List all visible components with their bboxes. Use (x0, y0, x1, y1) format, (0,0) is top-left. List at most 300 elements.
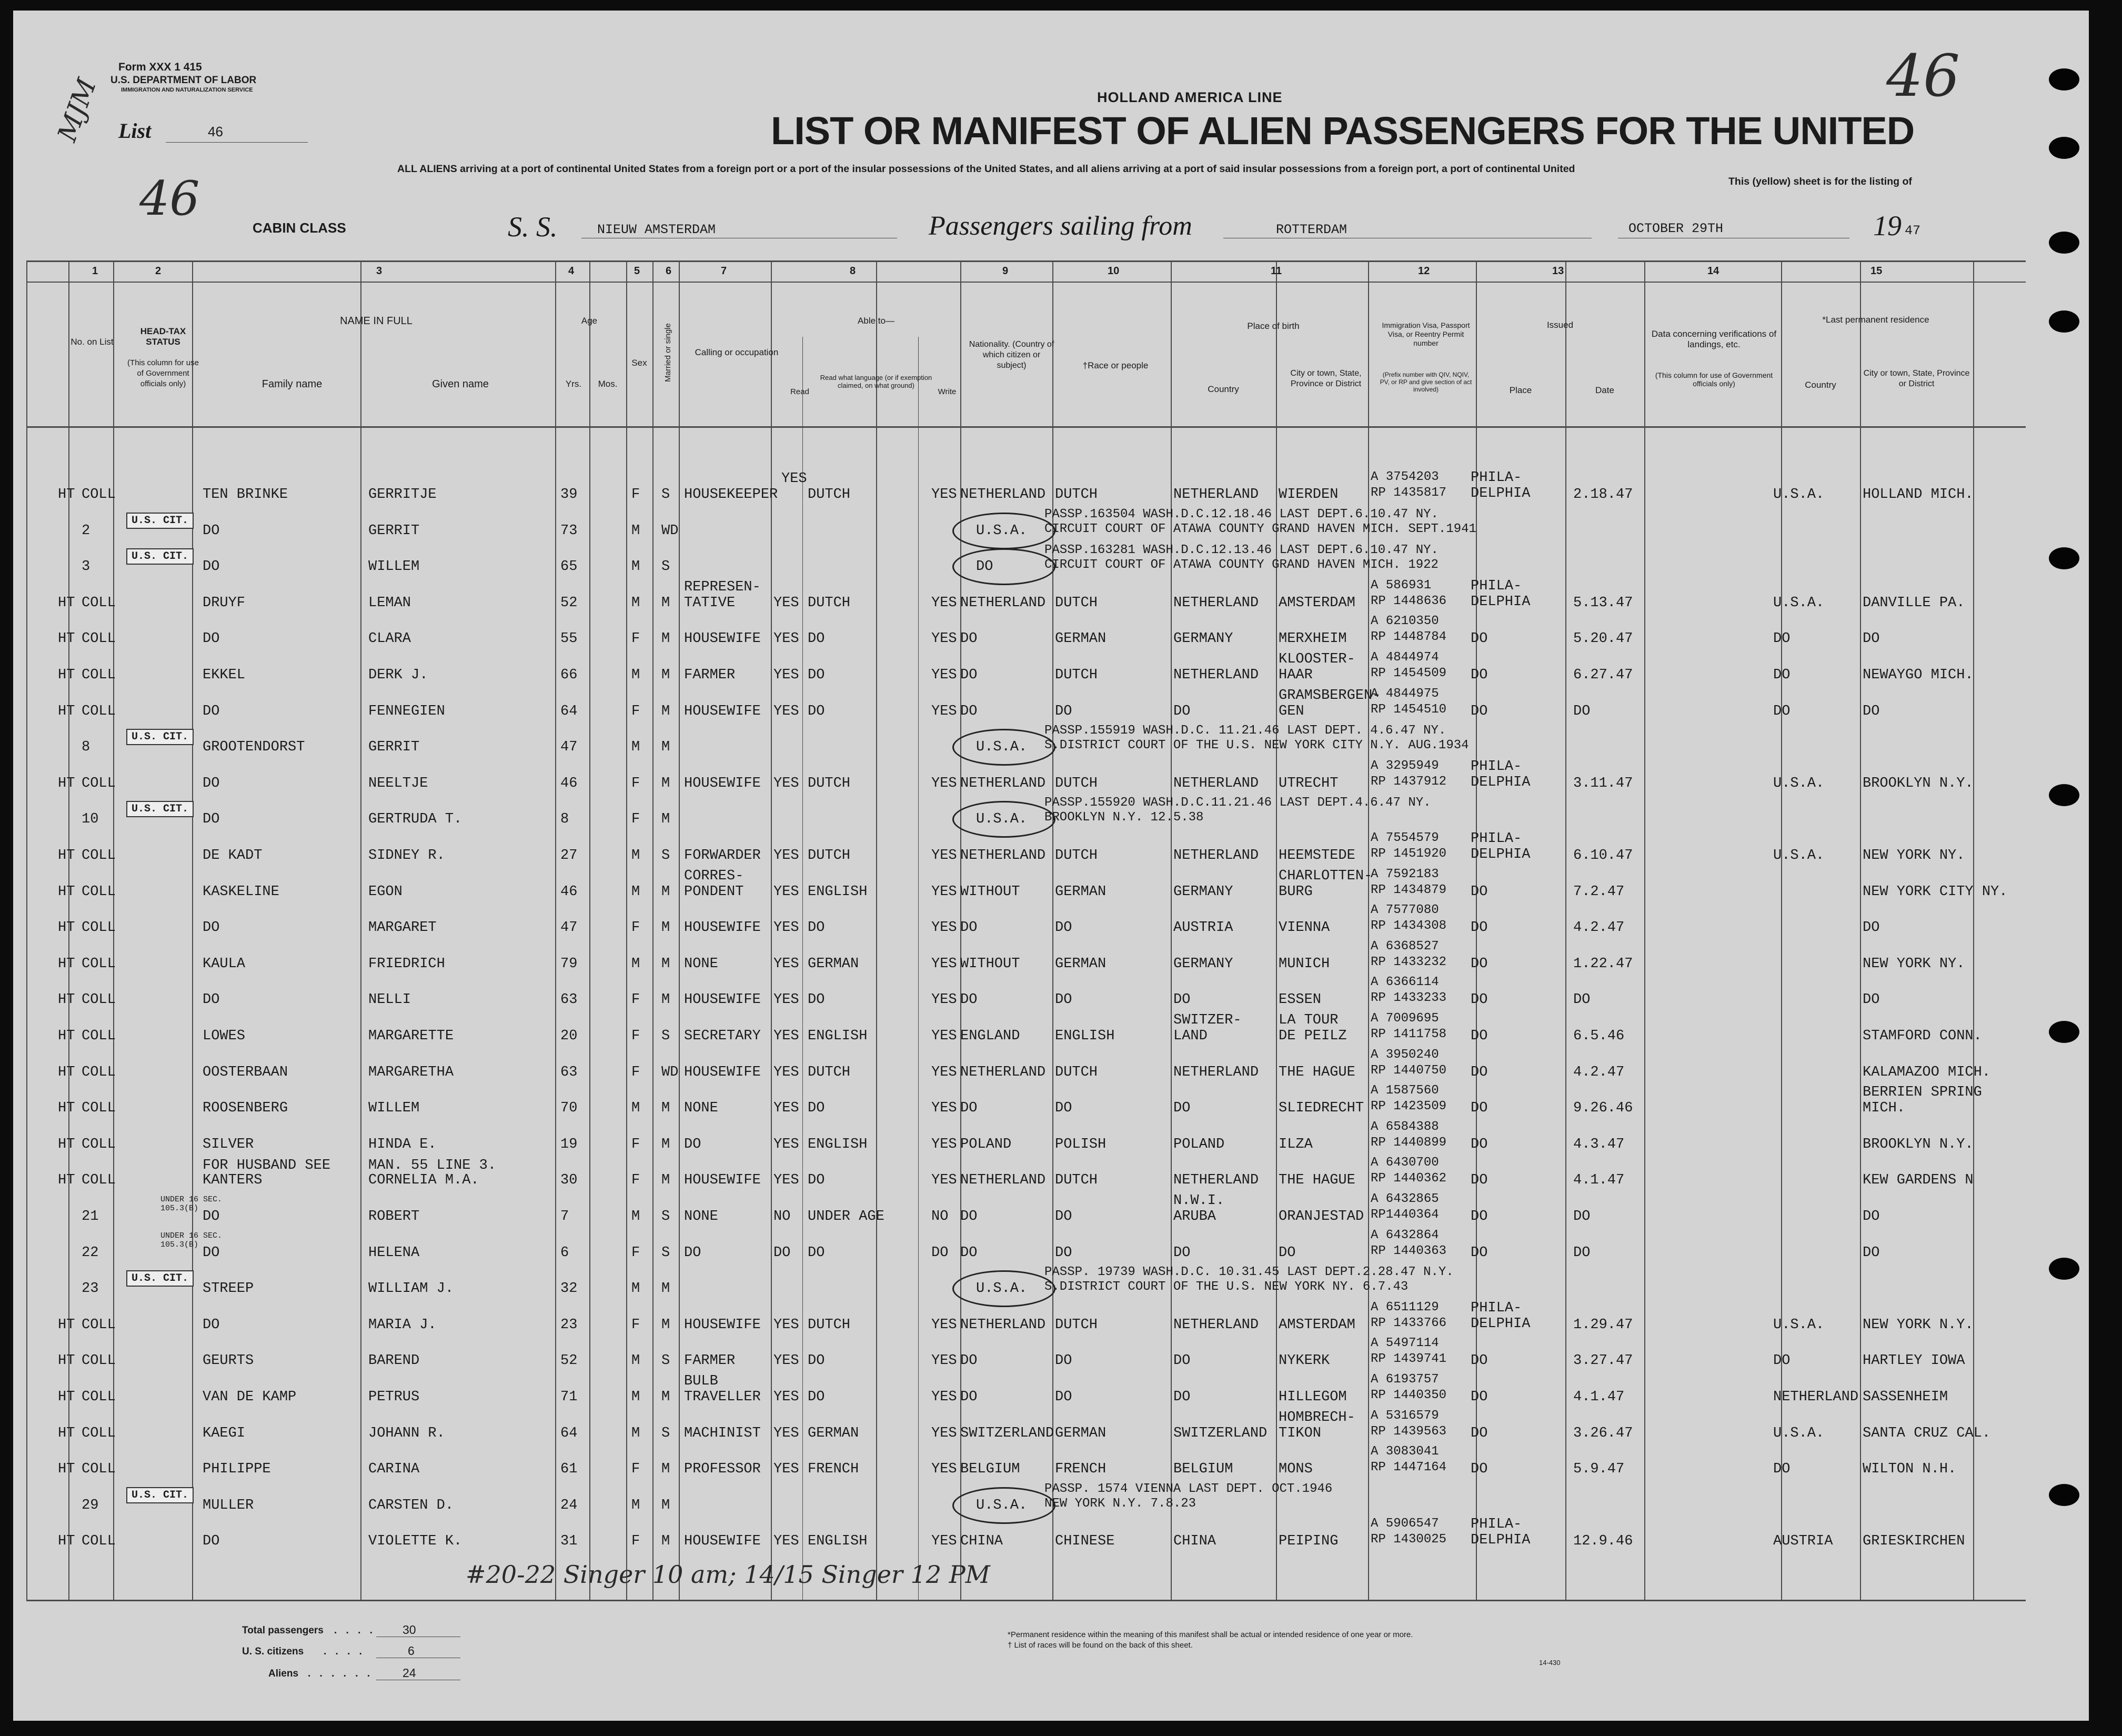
res-c-cell: U.S.A. (1773, 848, 1825, 864)
given-top-cell: MAN. 55 LINE 3. (368, 1158, 497, 1174)
ms-cell: M (661, 811, 670, 828)
city-cell: ORANJESTAD (1279, 1209, 1364, 1225)
date-cell: 3.27.47 (1573, 1353, 1633, 1369)
given-cell: SIDNEY R. (368, 848, 445, 864)
visa-cell: A 3083041 (1371, 1444, 1439, 1459)
lang-cell: DUTCH (808, 1317, 851, 1333)
no-cell: COLL (82, 1028, 116, 1044)
read-cell: YES (773, 1461, 799, 1478)
race-cell: DUTCH (1055, 775, 1098, 791)
family-cell: STREEP (203, 1281, 254, 1297)
col-place-of-birth: Place of birth (1247, 321, 1300, 331)
nat-cell: DO (960, 667, 978, 683)
lang-cell: DUTCH (808, 1064, 851, 1080)
given-cell: PETRUS (368, 1389, 420, 1405)
nationality-circle (952, 801, 1055, 838)
age-cell: 52 (560, 1353, 578, 1369)
age-cell: 32 (560, 1281, 578, 1297)
res-city-cell: DANVILLE PA. (1863, 595, 1965, 611)
read-cell: YES (773, 920, 799, 936)
tax-cell: HT (58, 1028, 75, 1044)
visa-cell: A 6193757 (1371, 1372, 1439, 1387)
tax-cell: HT (58, 595, 75, 611)
city-cell: GEN (1279, 703, 1304, 719)
ms-cell: S (661, 1353, 670, 1369)
lang-cell: DUTCH (808, 487, 851, 503)
visa-cell: A 3754203 (1371, 470, 1439, 484)
table-row (13, 1228, 2065, 1269)
sex-cell: F (631, 775, 640, 791)
city-top-cell: GRAMSBERGEN- (1279, 687, 1381, 704)
race-cell: DUTCH (1055, 1317, 1098, 1333)
race-cell: DO (1055, 1209, 1072, 1225)
place-cell: DO (1471, 1389, 1488, 1405)
sex-cell: M (631, 1353, 640, 1369)
country-cell: ARUBA (1173, 1209, 1216, 1225)
sex-cell: F (631, 1064, 640, 1080)
city-top-cell: HOMBRECH- (1279, 1409, 1355, 1426)
table-row (13, 939, 2065, 980)
ms-cell: M (661, 631, 670, 647)
write-cell: YES (931, 1136, 957, 1152)
col-issued-date: Date (1595, 385, 1614, 395)
column-number: 12 (1418, 265, 1430, 277)
occ-cell: PROFESSOR (684, 1461, 761, 1478)
us-citizen-stamp: U.S. CIT. (126, 801, 194, 817)
manifest-subtitle: ALL ALIENS arriving at a port of continental United States from a foreign port or a port of the insular possessions of the United States, and all aliens arriving at a port of said insular possessions from a foreign port, a port of continental United (397, 163, 1575, 175)
no-cell: COLL (82, 1100, 116, 1117)
date-cell: 1.29.47 (1573, 1317, 1633, 1333)
read-cell: YES (773, 595, 799, 611)
family-cell: KASKELINE (203, 884, 279, 900)
city-cell: BURG (1279, 884, 1313, 900)
city-cell: THE HAGUE (1279, 1172, 1355, 1189)
given-cell: LEMAN (368, 595, 411, 611)
family-cell: DO (203, 992, 220, 1008)
sex-cell: M (631, 1389, 640, 1405)
write-cell: YES (931, 631, 957, 647)
nat-cell: U.S.A. (976, 811, 1028, 828)
age-cell: 55 (560, 631, 578, 647)
ms-cell: M (661, 920, 670, 936)
no-cell: COLL (82, 1461, 116, 1478)
lang-cell: DUTCH (808, 595, 851, 611)
age-cell: 73 (560, 523, 578, 539)
sex-cell: F (631, 1172, 640, 1189)
nat-cell: POLAND (960, 1136, 1012, 1152)
list-underline (166, 142, 308, 143)
us-citizen-stamp: U.S. CIT. (126, 1270, 194, 1287)
ms-cell: S (661, 1245, 670, 1261)
family-cell: SILVER (203, 1136, 254, 1152)
occ-cell: DO (684, 1245, 701, 1261)
sex-cell: M (631, 559, 640, 575)
visa-cell: A 5316579 (1371, 1408, 1439, 1423)
line-name: HOLLAND AMERICA LINE (1097, 89, 1283, 105)
col-sex: Sex (631, 358, 647, 368)
res-city-cell: NEW YORK NY. (1863, 956, 1965, 972)
note2-cell: NEW YORK N.Y. 7.8.23 (1044, 1496, 1196, 1511)
date-cell: 4.2.47 (1573, 1064, 1625, 1080)
date-cell: 9.26.46 (1573, 1100, 1633, 1117)
sex-cell: F (631, 1317, 640, 1333)
column-number: 10 (1108, 265, 1120, 277)
visa-cell: A 4844975 (1371, 686, 1439, 701)
date-cell: 3.11.47 (1573, 775, 1633, 791)
initials-hand: MJM (52, 74, 103, 146)
place-cell: DO (1471, 667, 1488, 683)
read-cell: YES (773, 703, 799, 719)
list-number: 46 (208, 124, 223, 139)
date-cell: 6.5.46 (1573, 1028, 1625, 1044)
visa2-cell: RP1440364 (1371, 1208, 1439, 1222)
list-label: List (118, 119, 152, 143)
read-cell: NO (773, 1209, 791, 1225)
occ-cell: NONE (684, 1209, 718, 1225)
occ-cell: HOUSEWIFE (684, 703, 761, 719)
ms-cell: S (661, 1425, 670, 1441)
country-cell: CHINA (1173, 1533, 1216, 1550)
res-city-cell: BROOKLYN N.Y. (1863, 1136, 1974, 1152)
age-cell: 39 (560, 487, 578, 503)
write-cell: YES (931, 595, 957, 611)
col-head-tax-note: (This column for use of Government officials only) (127, 358, 199, 388)
visa-cell: A 3950240 (1371, 1047, 1439, 1062)
sex-cell: M (631, 884, 640, 900)
place-cell: PHILA- (1471, 578, 1522, 594)
manifest-page: Form XXX 1 415 U.S. DEPARTMENT OF LABOR IMMIGRATION AND NATURALIZATION SERVICE List 46 46 MJM 46 HOLLAND AMERICA LINE LIST OR MANIFEST OF ALIEN PASSENGERS FOR THE UNITED ALL ALIENS arriving at a port of continental United States from a foreign port or a port of the insular possessions of the United States, and all aliens arriving at a port of said insular possessions from a foreign port, a port of continental United This (yellow) sheet is for the listing of CABIN CLASS S. S. NIEUW AMSTERDAM Passengers sailing from ROTTERDAM OCTOBER 29TH 19 47 1 2 3 4 5 6 7 8 9 10 11 12 13 14 15 No. on List HEAD-TAX STATUS (This column for use of Government officials only) NAME IN FULL Family name Given name Age Yrs. Mos. Sex Married or single Calling or occupation Able to— Read Read what language (or if exemption claimed, on what ground) Write Nationality. (Country of which citizen or subject) †Race or people Place of birth Country City or town, State, Province or District Immigration Visa, Passport Visa, or Reentry Permit number (Prefix number with QIV, NQIV, PV, or RP and give section of act involved) Issued Place Date Data concerning verifications of landings, etc. (This column for use of Government officials only) *Last permanent residence Country City or town, State, Province or District HT COLL TEN BRINKE GERRITJE 39 F S HOUSEKEEPER YES DUTCH YES NETHERLAND DUTCH NETHERLAND WIERDEN A 3754203 RP 1435817 PHILA- DELPHIA 2.18.47 U.S.A. HOLLAND MICH. 2 DO GERRIT 73 M WD U.S.A. PASSP.163504 WASH.D.C.12.18.46 LAST DEPT.6.10.47 NY. CIRCUIT COURT OF ATAWA COUNTY GRAND HAVEN MICH. SEPT.1941 U.S. CIT. 3 DO WILLEM 65 M S DO PASSP.163281 WASH.D.C.12.13.46 LAST DEPT.6.10.47 NY. CIRCUIT COURT OF ATAWA COUNTY GRAND HAVEN MICH. 1922 U.S. CIT. HT COLL DRUYF LEMAN 52 M M TATIVE REPRESEN- YES DUTCH YES NETHERLAND DUTCH NETHERLAND AMSTERDAM A 586931 RP 1448636 PHILA- DELPHIA 5.13.47 U.S.A. DANVILLE PA. HT COLL DO CLARA 55 F M HOUSEWIFE YES DO YES DO GERMAN GERMANY MERXHEIM A 6210350 RP 1448784 DO 5.20.47 DO DO HT COLL EKKEL DERK J. 66 M M FARMER YES DO YES DO DUTCH NETHERLAND HAAR KLOOSTER- A 4844974 RP 1454509 DO 6.27.47 DO NEWAYGO MICH. HT COLL DO FENNEGIEN 64 F M HOUSEWIFE YES DO YES DO DO DO GEN GRAMSBERGEN- A 4844975 RP 1454510 DO DO DO DO 8 GROOTENDORST GERRIT 47 M M U.S.A. PASSP.155919 WASH.D.C. 11.21.46 LAST DEPT. 4.6.47 NY. S.DISTRICT COURT OF THE U.S. NEW YORK CITY N.Y. AUG.1934 U.S. CIT. HT COLL DO NEELTJE 46 F M HOUSEWIFE YES DUTCH YES NETHERLAND DUTCH NETHERLAND UTRECHT A 3295949 RP 1437912 PHILA- DELPHIA 3.11.47 U.S.A. BROOKLYN N.Y. 10 DO GERTRUDA T. 8 F M U.S.A. PASSP.155920 WASH.D.C.11.21.46 LAST DEPT.4.6.47 NY. BROOKLYN N.Y. 12.5.38 U.S. CIT. HT COLL DE KADT SIDNEY R. 27 M S FORWARDER YES DUTCH YES NETHERLAND DUTCH NETHERLAND HEEMSTEDE A 7554579 RP 1451920 PHILA- DELPHIA 6.10.47 U.S.A. NEW YORK NY. HT COLL KASKELINE EGON 46 M M PONDENT CORRES- YES ENGLISH YES WITHOUT GERMAN GERMANY BURG CHARLOTTEN- A 7592183 RP 1434879 DO 7.2.47 NEW YORK CITY NY. HT COLL DO MARGARET 47 F M HOUSEWIFE YES DO YES DO DO AUSTRIA VIENNA A 7577080 RP 1434308 DO 4.2.47 DO HT COLL KAULA FRIEDRICH 79 M M NONE YES GERMAN YES WITHOUT GERMAN GERMANY MUNICH A 6368527 RP 1433232 DO 1.22.47 NEW YORK NY. HT COLL DO NELLI 63 F M HOUSEWIFE YES DO YES DO DO DO ESSEN A 6366114 RP 1433233 DO DO DO HT COLL LOWES MARGARETTE 20 F S SECRETARY YES ENGLISH YES ENGLAND ENGLISH LAND SWITZER- DE PEILZ LA TOUR A 7009695 RP 1411758 DO 6.5.46 STAMFORD CONN. HT COLL OOSTERBAAN MARGARETHA 63 F WD HOUSEWIFE YES DUTCH YES NETHERLAND DUTCH NETHERLAND THE HAGUE A 3950240 RP 1440750 DO 4.2.47 KALAMAZOO MICH. HT COLL ROOSENBERG WILLEM 70 M M NONE YES DO YES DO DO DO SLIEDRECHT A 1587560 RP 1423509 DO 9.26.46 MICH. BERRIEN SPRING HT COLL SILVER HINDA E. 19 F M DO YES ENGLISH YES POLAND POLISH POLAND ILZA A 6584388 RP 1440899 DO 4.3.47 BROOKLYN N.Y. HT COLL KANTERS FOR HUSBAND SEE CORNELIA M.A. MAN. 55 LINE 3. 30 F M HOUSEWIFE YES DO YES NETHERLAND DUTCH NETHERLAND THE HAGUE A 6430700 RP 1440362 DO 4.1.47 KEW GARDENS N 21 DO ROBERT 7 M S NONE NO UNDER AGE NO DO DO ARUBA N.W.I. ORANJESTAD A 6432865 RP1440364 DO DO DO UNDER 16 SEC. 105.3(B) 22 DO HELENA 6 F S DO DO DO DO DO DO DO DO A 6432864 RP 1440363 DO DO DO UNDER 16 SEC. 105.3(B) 23 STREEP WILLIAM J. 32 M M U.S.A. PASSP. 19739 WASH.D.C. 10.31.45 LAST DEPT.2.28.47 N.Y. S.DISTRICT COURT OF THE U.S. NEW YORK NY. 6.7.43 U.S. CIT. HT COLL DO MARIA J. 23 F M HOUSEWIFE YES DUTCH YES NETHERLAND DUTCH NETHERLAND AMSTERDAM A 6511129 RP 1433766 PHILA- DELPHIA 1.29.47 U.S.A. NEW YORK N.Y. HT COLL GEURTS BAREND 52 M S FARMER YES DO YES DO DO DO NYKERK A 5497114 RP 1439741 DO 3.27.47 DO HARTLEY IOWA HT COLL VAN DE KAMP PETRUS 71 M M TRAVELLER BULB YES DO YES DO DO DO HILLEGOM A 6193757 RP 1440350 DO 4.1.47 NETHERLAND SASSENHEIM HT COLL KAEGI JOHANN R. 64 M S MACHINIST YES GERMAN YES SWITZERLAND GERMAN SWITZERLAND TIKON HOMBRECH- A 5316579 RP 1439563 DO 3.26.47 U.S.A. SANTA CRUZ CAL. HT COLL PHILIPPE CARINA 61 F M PROFESSOR YES FRENCH YES BELGIUM FRENCH BELGIUM MONS A 3083041 RP 1447164 DO 5.9.47 DO WILTON N.H. 29 MULLER CARSTEN D. 24 M M U.S.A. PASSP. 1574 VIENNA LAST DEPT. OCT.1946 NEW YORK N.Y. 7.8.23 U.S. CIT. HT COLL DO VIOLETTE K. 31 F M HOUSEWIFE YES ENGLISH YES CHINA CHINESE CHINA PEIPING A 5906547 RP 1430025 PHILA- DELPHIA 12.9.46 AUSTRIA GRIESKIRCHEN #20-22 Singer 10 am; 14/15 Singer 12 PM Total passengers . . . . 30 U. S. citizens . . . . 6 Aliens . . . . . . 24 *Permanent residence within the meaning of this manifest shall be actual or intended residence of one year or more. † List of races will be found on the back of this sheet. 14-430 (13, 11, 2089, 1721)
res-city-cell: DO (1863, 703, 1880, 719)
family-cell: DO (203, 1245, 220, 1261)
visa2-cell: RP 1448636 (1371, 594, 1447, 608)
us-citizen-stamp: U.S. CIT. (126, 729, 194, 745)
city-cell: HAAR (1279, 667, 1313, 683)
res-city-cell: HOLLAND MICH. (1863, 487, 1974, 503)
age-cell: 71 (560, 1389, 578, 1405)
footnote-residence: *Permanent residence within the meaning of this manifest shall be actual or intended residence of one year or more. (1008, 1630, 1413, 1639)
country-cell: SWITZERLAND (1173, 1425, 1268, 1441)
occ-cell: FORWARDER (684, 848, 761, 864)
lang-cell: DO (808, 1100, 825, 1117)
city-cell: AMSTERDAM (1279, 1317, 1355, 1333)
visa2-cell: RP 1433232 (1371, 955, 1447, 969)
service: IMMIGRATION AND NATURALIZATION SERVICE (121, 87, 253, 93)
read-cell: YES (773, 1317, 799, 1333)
table-row (13, 1481, 2065, 1522)
nat-cell: DO (960, 631, 978, 647)
visa2-cell: RP 1434879 (1371, 882, 1447, 897)
given-cell: CARINA (368, 1461, 420, 1478)
visa2-cell: RP 1433766 (1371, 1316, 1447, 1330)
col-res-country: Country (1805, 380, 1836, 390)
city-cell: DE PEILZ (1279, 1028, 1347, 1044)
occ-cell: PONDENT (684, 884, 744, 900)
table-row (13, 1192, 2065, 1233)
tax-cell: HT (58, 775, 75, 791)
tax-cell: HT (58, 631, 75, 647)
read-cell: DO (773, 1245, 791, 1261)
no-cell: COLL (82, 1533, 116, 1550)
column-number: 2 (155, 265, 162, 277)
col-family-name: Family name (262, 378, 323, 390)
country-cell: NETHERLAND (1173, 667, 1259, 683)
column-number: 14 (1707, 265, 1719, 277)
read-cell: YES (773, 631, 799, 647)
ms-cell: M (661, 1389, 670, 1405)
place-cell: PHILA- (1471, 1517, 1522, 1533)
col-issued: Issued (1546, 320, 1574, 330)
no-cell: COLL (82, 631, 116, 647)
nat-cell: BELGIUM (960, 1461, 1020, 1478)
ms-cell: M (661, 1281, 670, 1297)
family-cell: LOWES (203, 1028, 246, 1044)
us-citizen-stamp: U.S. CIT. (126, 548, 194, 565)
country-cell: GERMANY (1173, 956, 1233, 972)
res-city-cell: NEW YORK CITY NY. (1863, 884, 2008, 900)
write-cell: YES (931, 1533, 957, 1550)
no-cell: 21 (82, 1209, 99, 1225)
tax-cell: HT (58, 956, 75, 972)
table-row (13, 975, 2065, 1016)
age-cell: 7 (560, 1209, 569, 1225)
res-city-cell: NEW YORK N.Y. (1863, 1317, 1974, 1333)
res-city-cell: HARTLEY IOWA (1863, 1353, 1965, 1369)
age-cell: 30 (560, 1172, 578, 1189)
age-cell: 47 (560, 739, 578, 756)
nationality-circle (952, 513, 1055, 549)
country-cell: NETHERLAND (1173, 595, 1259, 611)
sex-cell: F (631, 920, 640, 936)
res-city-cell: KEW GARDENS N (1863, 1172, 1974, 1189)
nat-cell: DO (960, 703, 978, 719)
column-number: 3 (376, 265, 383, 277)
given-cell: GERTRUDA T. (368, 811, 462, 828)
visa-cell: A 6366114 (1371, 975, 1439, 990)
read-cell: YES (773, 884, 799, 900)
no-cell: COLL (82, 703, 116, 719)
ms-cell: M (661, 739, 670, 756)
aliens-value: 24 (403, 1666, 416, 1680)
no-cell: COLL (82, 848, 116, 864)
sex-cell: F (631, 1533, 640, 1550)
nat-cell: U.S.A. (976, 523, 1028, 539)
res-c-cell: DO (1773, 1461, 1791, 1478)
column-number: 6 (666, 265, 672, 277)
write-cell: YES (931, 1425, 957, 1441)
table-row (13, 1083, 2065, 1125)
no-cell: COLL (82, 1425, 116, 1441)
visa2-cell: RP 1447164 (1371, 1460, 1447, 1475)
ms-cell: M (661, 667, 670, 683)
sex-cell: F (631, 992, 640, 1008)
write-cell: YES (931, 487, 957, 503)
col-res-city: City or town, State, Province or District (1863, 369, 1970, 388)
visa-cell: A 4844974 (1371, 650, 1439, 665)
lang-cell: GERMAN (808, 1425, 859, 1441)
ms-cell: S (661, 1209, 670, 1225)
visa2-cell: RP 1434308 (1371, 919, 1447, 934)
write-cell: YES (931, 848, 957, 864)
date-cell: DO (1573, 703, 1591, 719)
port-name: ROTTERDAM (1276, 222, 1347, 237)
nat-cell: DO (960, 1100, 978, 1117)
family-cell: MULLER (203, 1497, 254, 1513)
given-cell: MARGARETHA (368, 1064, 454, 1080)
place-cell: DO (1471, 1136, 1488, 1152)
tax-cell: HT (58, 1425, 75, 1441)
table-top-rule (26, 260, 2026, 262)
col-head-tax: HEAD-TAX STATUS (140, 326, 186, 347)
header-bottom-rule (26, 426, 2026, 428)
table-row (13, 1444, 2065, 1486)
nat-cell: CHINA (960, 1533, 1003, 1550)
country-cell: NETHERLAND (1173, 775, 1259, 791)
write-cell: YES (931, 1353, 957, 1369)
write-cell: YES (931, 1389, 957, 1405)
res-c-cell: NETHERLAND (1773, 1389, 1859, 1405)
tax-cell: HT (58, 1172, 75, 1189)
tax-cell: HT (58, 487, 75, 503)
no-cell: COLL (82, 487, 116, 503)
visa2-cell: RP 1423509 (1371, 1099, 1447, 1114)
given-cell: HELENA (368, 1245, 420, 1261)
ms-cell: M (661, 1533, 670, 1550)
lang-cell: DO (808, 992, 825, 1008)
place-cell: PHILA- (1471, 1300, 1522, 1316)
nat-cell: NETHERLAND (960, 848, 1046, 864)
nat-cell: NETHERLAND (960, 1317, 1046, 1333)
race-cell: DUTCH (1055, 1172, 1098, 1189)
sex-cell: M (631, 523, 640, 539)
country-top-cell: SWITZER- (1173, 1012, 1242, 1028)
occ-cell: TATIVE (684, 595, 736, 611)
city-cell: MUNICH (1279, 956, 1330, 972)
sex-cell: M (631, 848, 640, 864)
given-cell: FRIEDRICH (368, 956, 445, 972)
given-cell: BAREND (368, 1353, 420, 1369)
sex-cell: M (631, 1100, 640, 1117)
tax-cell: HT (58, 667, 75, 683)
res-c-cell: DO (1773, 631, 1791, 647)
occ-cell: MACHINIST (684, 1425, 761, 1441)
date-cell: 5.20.47 (1573, 631, 1633, 647)
city-cell: DO (1279, 1245, 1296, 1261)
lang-cell: DO (808, 1172, 825, 1189)
write-cell: YES (931, 920, 957, 936)
family-cell: DO (203, 703, 220, 719)
family-cell: DO (203, 631, 220, 647)
country-cell: GERMANY (1173, 884, 1233, 900)
col-read-lang: Read what language (or if exemption claimed, on what ground) (820, 374, 932, 389)
res-c-cell: DO (1773, 1353, 1791, 1369)
occ-top-cell: YES (781, 471, 807, 487)
nat-cell: NETHERLAND (960, 487, 1046, 503)
date-cell: 6.10.47 (1573, 848, 1633, 864)
city-cell: NYKERK (1279, 1353, 1330, 1369)
column-number: 13 (1552, 265, 1564, 277)
given-cell: MARIA J. (368, 1317, 437, 1333)
table-row (13, 1119, 2065, 1161)
age-cell: 64 (560, 1425, 578, 1441)
given-cell: FENNEGIEN (368, 703, 445, 719)
table-row (13, 614, 2065, 655)
occ-cell: FARMER (684, 1353, 736, 1369)
sex-cell: M (631, 1425, 640, 1441)
no-cell: 23 (82, 1281, 99, 1297)
lang-cell: DO (808, 1245, 825, 1261)
age-cell: 46 (560, 775, 578, 791)
no-cell: COLL (82, 667, 116, 683)
res-c-cell: DO (1773, 667, 1791, 683)
ms-cell: M (661, 992, 670, 1008)
city-cell: SLIEDRECHT (1279, 1100, 1364, 1117)
table-row (13, 1408, 2065, 1450)
city-cell: ESSEN (1279, 992, 1322, 1008)
race-cell: DUTCH (1055, 487, 1098, 503)
date-cell: 4.2.47 (1573, 920, 1625, 936)
occ-cell: HOUSEWIFE (684, 992, 761, 1008)
nat-cell: DO (960, 1245, 978, 1261)
age-cell: 6 (560, 1245, 569, 1261)
city-cell: VIENNA (1279, 920, 1330, 936)
table-row (13, 724, 2065, 764)
nat-cell: WITHOUT (960, 884, 1020, 900)
no-cell: COLL (82, 1172, 116, 1189)
race-cell: POLISH (1055, 1136, 1107, 1152)
write-cell: YES (931, 1064, 957, 1080)
ms-cell: M (661, 1497, 670, 1513)
race-cell: DO (1055, 920, 1072, 936)
visa2-cell: RP 1440362 (1371, 1171, 1447, 1186)
lang-cell: DO (808, 920, 825, 936)
write-cell: YES (931, 884, 957, 900)
age-cell: 79 (560, 956, 578, 972)
lang-cell: DUTCH (808, 775, 851, 791)
age-cell: 63 (560, 992, 578, 1008)
family-cell: DO (203, 1209, 220, 1225)
race-cell: GERMAN (1055, 631, 1107, 647)
sex-cell: F (631, 1028, 640, 1044)
date-cell: 5.13.47 (1573, 595, 1633, 611)
tax-cell: HT (58, 1353, 75, 1369)
given-cell: MARGARETTE (368, 1028, 454, 1044)
res-city-cell: SASSENHEIM (1863, 1389, 1948, 1405)
side-number-hand: 46 (139, 171, 200, 226)
col-read: Read (790, 387, 809, 396)
table-row (13, 1265, 2065, 1305)
date-cell: 3.26.47 (1573, 1425, 1633, 1441)
family-cell: DO (203, 920, 220, 936)
tax-cell: HT (58, 1533, 75, 1550)
ms-cell: M (661, 1461, 670, 1478)
col-nationality: Nationality. (Country of which citizen or subject) (969, 340, 1054, 370)
race-cell: GERMAN (1055, 1425, 1107, 1441)
nat-cell: DO (960, 992, 978, 1008)
visa2-cell: RP 1433233 (1371, 991, 1447, 1006)
lang-cell: DO (808, 1353, 825, 1369)
ms-cell: WD (661, 1064, 679, 1080)
place-cell: DO (1471, 1064, 1488, 1080)
tax-cell: HT (58, 1317, 75, 1333)
write-cell: YES (931, 1172, 957, 1189)
race-cell: DUTCH (1055, 667, 1098, 683)
res-city-cell: DO (1863, 1209, 1880, 1225)
ms-cell: M (661, 956, 670, 972)
place2-cell: DELPHIA (1471, 1316, 1531, 1332)
age-cell: 20 (560, 1028, 578, 1044)
col-given-name: Given name (432, 378, 489, 390)
visa2-cell: RP 1411758 (1371, 1027, 1447, 1041)
